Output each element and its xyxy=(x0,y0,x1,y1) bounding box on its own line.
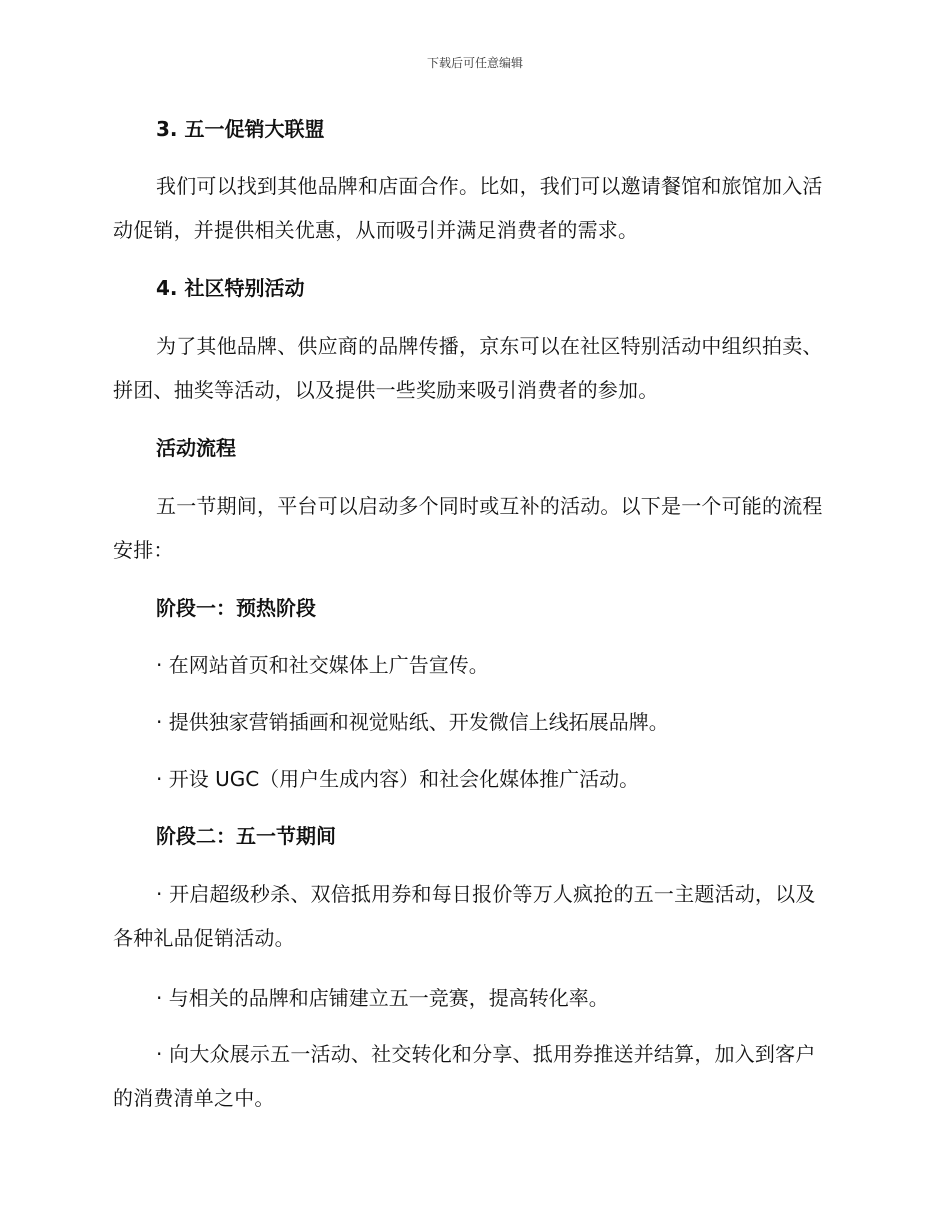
flow-body-block xyxy=(113,484,833,572)
phase-2-item-1: · 开启超级秒杀、双倍抵用券和每日报价等万人疯抢的五一主题活动，以及各种礼品促销活动。 xyxy=(113,882,816,950)
phase-2-item-block xyxy=(113,1032,833,1120)
section-4-title: 4. 社区特别活动 xyxy=(156,276,305,300)
phase-1-item-1: · 在网站首页和社交媒体上广告宣传。 xyxy=(156,653,489,677)
section-3-body-block xyxy=(113,164,833,252)
phase-2-item-block xyxy=(113,984,833,1012)
phase-1-item-2: · 提供独家营销插画和视觉贴纸、开发微信上线拓展品牌。 xyxy=(156,710,669,734)
flow-body: 五一节期间，平台可以启动多个同时或互补的活动。以下是一个可能的流程安排： xyxy=(113,494,823,562)
phase-2-title: 阶段二：五一节期间 xyxy=(156,824,336,848)
phase-2-item-block xyxy=(113,872,833,960)
phase-1-item-block xyxy=(113,708,833,736)
flow-title: 活动流程 xyxy=(156,436,236,460)
phase-1-item-block xyxy=(113,765,833,793)
phase-2-title-block xyxy=(113,822,833,850)
section-4-title-block xyxy=(113,274,833,302)
phase-2-item-2: · 与相关的品牌和店铺建立五一竞赛，提高转化率。 xyxy=(156,986,609,1010)
section-3-body: 我们可以找到其他品牌和店面合作。比如，我们可以邀请餐馆和旅馆加入活动促销，并提供相关优惠，从而吸引并满足消费者的需求。 xyxy=(113,174,823,242)
section-3-title: 3. 五一促销大联盟 xyxy=(156,117,325,141)
section-4-body: 为了其他品牌、供应商的品牌传播，京东可以在社区特别活动中组织拍卖、拼团、抽奖等活动，以及提供一些奖励来吸引消费者的参加。 xyxy=(113,334,823,402)
phase-1-title: 阶段一：预热阶段 xyxy=(156,596,316,620)
section-4-body-block xyxy=(113,324,833,412)
section-3-title-block xyxy=(113,115,833,143)
flow-title-block xyxy=(113,434,833,462)
header-note: 下载后可任意编辑 xyxy=(426,56,523,70)
phase-1-item-block xyxy=(113,651,833,679)
phase-1-title-block xyxy=(113,594,833,622)
phase-2-item-3: · 向大众展示五一活动、社交转化和分享、抵用券推送并结算，加入到客户的消费清单之中。 xyxy=(113,1042,816,1110)
phase-1-item-3: · 开设 UGC（用户生成内容）和社会化媒体推广活动。 xyxy=(156,767,640,791)
